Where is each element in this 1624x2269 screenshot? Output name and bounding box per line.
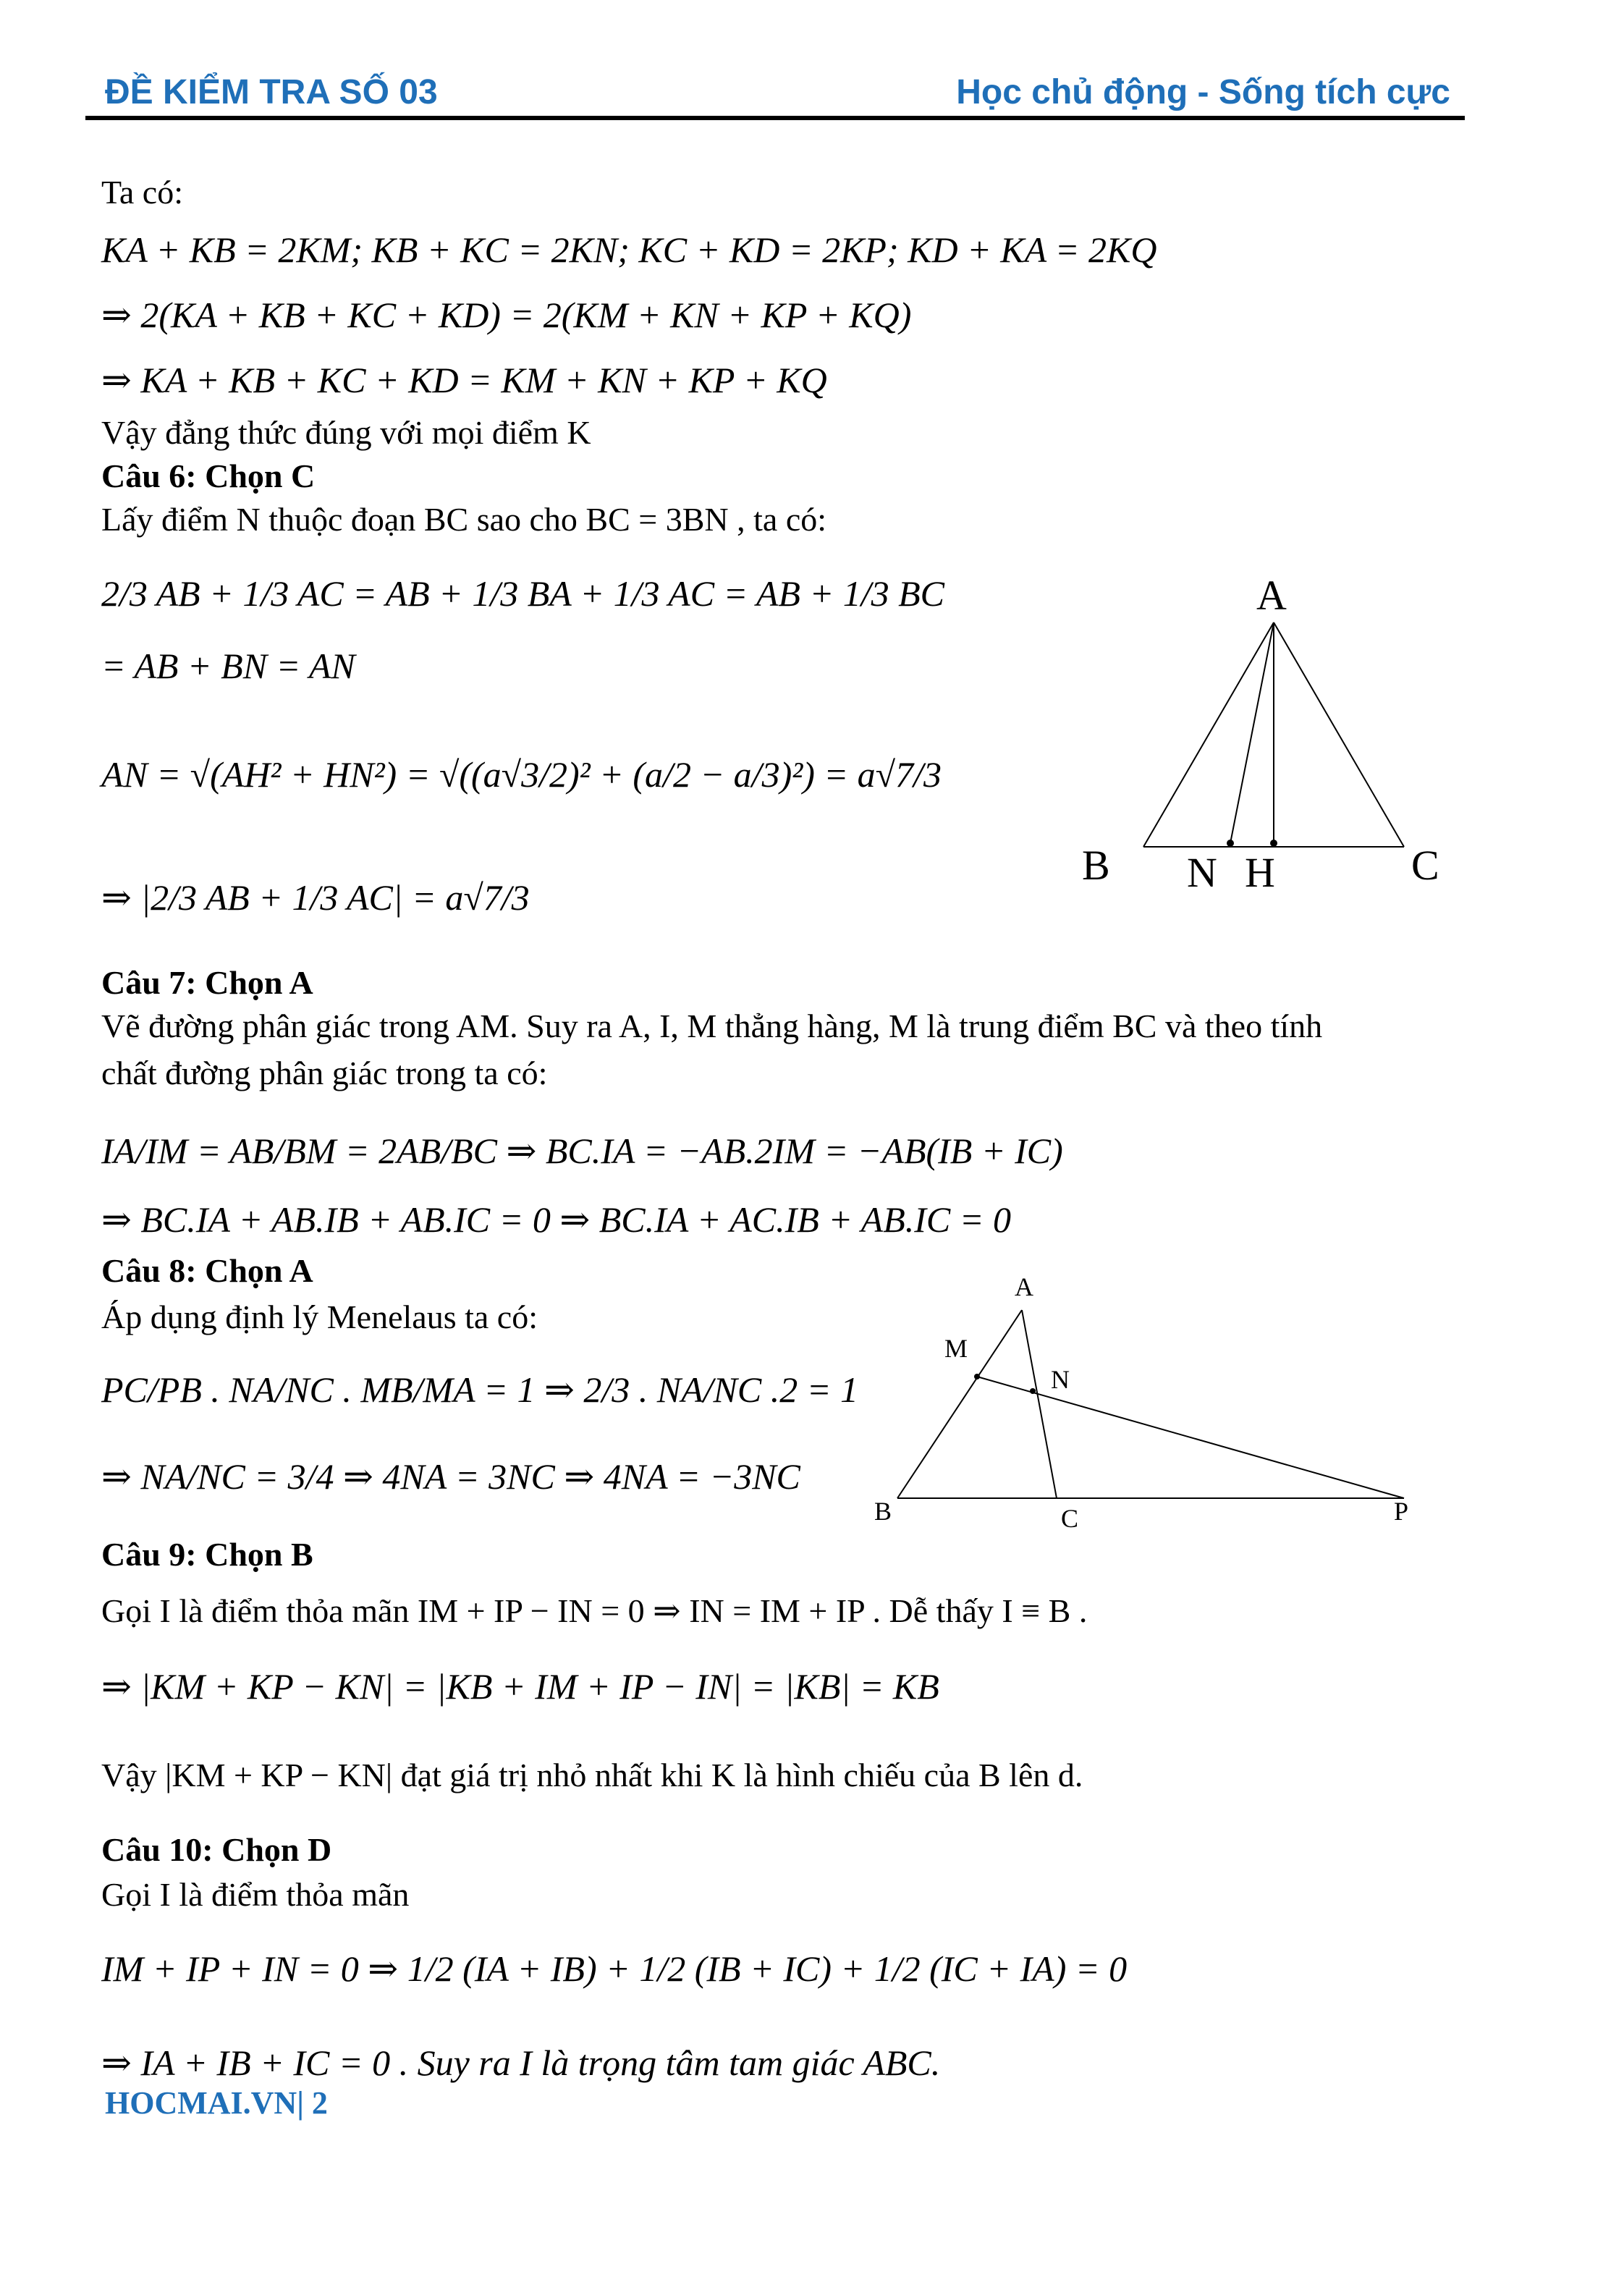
question-6-equation-2: = AB + BN = AN (101, 646, 355, 686)
intro-equation-2: ⇒ 2(KA + KB + KC + KD) = 2(KM + KN + KP + KQ) (101, 295, 912, 335)
question-7-text-2: chất đường phân giác trong ta có: (101, 1055, 548, 1091)
intro-equation-3: ⇒ KA + KB + KC + KD = KM + KN + KP + KQ (101, 360, 827, 400)
question-9-conclusion: Vậy |KM + KP − KN| đạt giá trị nhỏ nhất khi K là hình chiếu của B lên d. (101, 1757, 1083, 1793)
question-8-heading: Câu 8: Chọn A (101, 1252, 313, 1289)
question-6-equation-1: 2/3 AB + 1/3 AC = AB + 1/3 BA + 1/3 AC = AB + 1/3 BC (101, 573, 944, 614)
question-6-equation-3: AN = √(AH² + HN²) = √((a√3/2)² + (a/2 − a/3)²) = a√7/3 (101, 754, 942, 795)
menelaus-label-p: P (1394, 1497, 1409, 1526)
question-7-heading: Câu 7: Chọn A (101, 964, 313, 1001)
question-10-equation-1: IM + IP + IN = 0 ⇒ 1/2 (IA + IB) + 1/2 (IB + IC) + 1/2 (IC + IA) = 0 (101, 1948, 1128, 1989)
page-footer: HOCMAI.VN| 2 (105, 2085, 328, 2121)
menelaus-label-a: A (1015, 1272, 1033, 1301)
menelaus-label-m: M (944, 1334, 968, 1363)
intro-conclusion: Vậy đẳng thức đúng với mọi điểm K (101, 414, 591, 451)
intro-equation-1: KA + KB = 2KM; KB + KC = 2KN; KC + KD = 2KP; KD + KA = 2KQ (101, 229, 1157, 270)
question-7-equation-2: ⇒ BC.IA + AB.IB + AB.IC = 0 ⇒ BC.IA + AC.IB + AB.IC = 0 (101, 1199, 1012, 1240)
question-8-equation-1: PC/PB . NA/NC . MB/MA = 1 ⇒ 2/3 . NA/NC .2 = 1 (101, 1369, 858, 1410)
question-9-equation-1: ⇒ |KM + KP − KN| = |KB + IM + IP − IN| = |KB| = KB (101, 1666, 939, 1707)
menelaus-label-n: N (1051, 1365, 1070, 1394)
intro-label: Ta có: (101, 174, 184, 211)
triangle-figure-abc (1042, 565, 1491, 912)
question-9-text: Gọi I là điểm thỏa mãn IM + IP − IN = 0 ⇒ IN = IM + IP . Dễ thấy I ≡ B . (101, 1592, 1088, 1629)
figure-label-c: C (1411, 842, 1439, 889)
figure-label-b: B (1082, 842, 1110, 889)
question-10-text: Gọi I là điểm thỏa mãn (101, 1876, 410, 1913)
figure-label-h: H (1245, 849, 1275, 896)
document-header-slogan: Học chủ động - Sống tích cực (956, 73, 1450, 111)
question-7-equation-1: IA/IM = AB/BM = 2AB/BC ⇒ BC.IA = −AB.2IM = −AB(IB + IC) (101, 1131, 1063, 1171)
question-8-text: Áp dụng định lý Menelaus ta có: (101, 1298, 538, 1335)
question-10-heading: Câu 10: Chọn D (101, 1831, 332, 1868)
menelaus-figure (861, 1267, 1440, 1542)
header-divider (85, 116, 1465, 120)
figure-label-n: N (1187, 849, 1217, 896)
question-9-heading: Câu 9: Chọn B (101, 1536, 313, 1573)
question-6-text: Lấy điểm N thuộc đoạn BC sao cho BC = 3BN , ta có: (101, 501, 827, 538)
figure-label-a: A (1256, 572, 1287, 619)
document-header-title: ĐỀ KIỂM TRA SỐ 03 (105, 73, 438, 111)
menelaus-label-c: C (1061, 1504, 1079, 1533)
question-8-equation-2: ⇒ NA/NC = 3/4 ⇒ 4NA = 3NC ⇒ 4NA = −3NC (101, 1456, 800, 1497)
menelaus-label-b: B (874, 1497, 892, 1526)
question-7-text-1: Vẽ đường phân giác trong AM. Suy ra A, I, M thẳng hàng, M là trung điểm BC và theo tính (101, 1007, 1323, 1044)
question-10-equation-2: ⇒ IA + IB + IC = 0 . Suy ra I là trọng tâm tam giác ABC. (101, 2042, 941, 2083)
question-6-equation-4: ⇒ |2/3 AB + 1/3 AC| = a√7/3 (101, 877, 530, 918)
question-6-heading: Câu 6: Chọn C (101, 457, 316, 494)
